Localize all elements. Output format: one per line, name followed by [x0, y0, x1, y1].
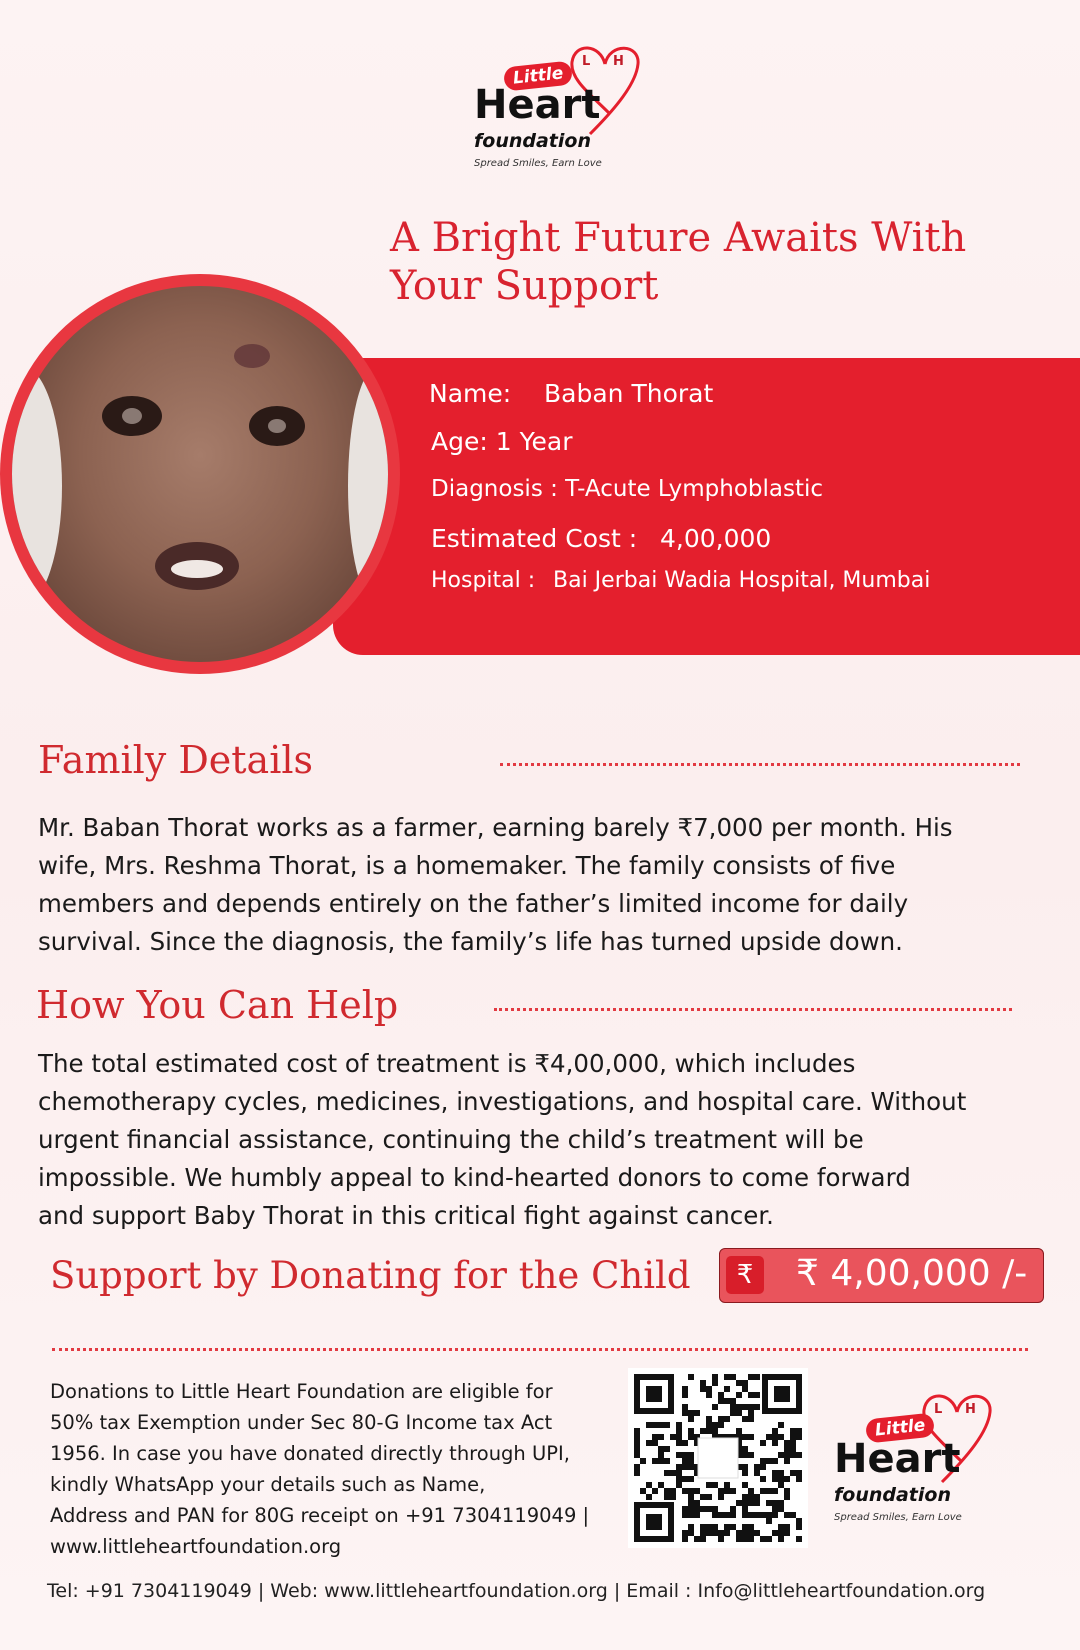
qr-module — [796, 1470, 802, 1476]
qr-module — [706, 1386, 712, 1392]
help-line: and support Baby Thorat in this critical fight against cancer. — [38, 1201, 774, 1230]
logo-little: Little — [503, 60, 573, 91]
qr-module — [634, 1440, 640, 1446]
qr-module — [676, 1476, 682, 1482]
qr-module — [682, 1506, 688, 1512]
qr-module — [682, 1512, 688, 1518]
qr-module — [700, 1494, 706, 1500]
qr-module — [724, 1398, 730, 1404]
qr-module — [712, 1506, 718, 1512]
qr-module — [724, 1524, 730, 1530]
qr-module — [778, 1422, 784, 1428]
qr-module — [646, 1422, 652, 1428]
qr-module — [706, 1416, 712, 1422]
qr-module — [676, 1434, 682, 1440]
qr-module — [736, 1536, 742, 1542]
qr-module — [742, 1500, 748, 1506]
qr-module — [742, 1452, 748, 1458]
qr-module — [712, 1374, 718, 1380]
qr-module — [688, 1374, 694, 1380]
logo-heart: Heart — [834, 1436, 961, 1482]
qr-module — [700, 1386, 706, 1392]
qr-module — [754, 1464, 760, 1470]
donation-amount-box[interactable] — [719, 1248, 1044, 1303]
patient-diagnosis: Diagnosis : T-Acute Lymphoblastic — [431, 476, 824, 502]
rupee-icon: ₹ — [726, 1256, 764, 1294]
qr-module — [712, 1422, 718, 1428]
qr-module — [772, 1506, 778, 1512]
qr-module — [724, 1488, 730, 1494]
qr-module — [634, 1464, 640, 1470]
qr-module — [688, 1428, 694, 1434]
qr-module — [796, 1428, 802, 1434]
qr-module — [718, 1536, 724, 1542]
help-line: urgent financial assistance, continuing the child’s treatment will be — [38, 1125, 864, 1154]
qr-module — [766, 1536, 772, 1542]
qr-module — [664, 1488, 670, 1494]
patient-name-label: Name: — [429, 379, 512, 408]
qr-module — [658, 1434, 664, 1440]
qr-module — [778, 1476, 784, 1482]
patient-name-value: Baban Thorat — [544, 379, 714, 408]
qr-module — [730, 1398, 736, 1404]
qr-module — [688, 1530, 694, 1536]
qr-module — [676, 1422, 682, 1428]
qr-module — [772, 1512, 778, 1518]
tax-line: Donations to Little Heart Foundation are eligible for — [50, 1380, 553, 1403]
headline: A Bright Future Awaits With Your Support — [390, 215, 967, 309]
qr-module — [736, 1392, 742, 1398]
qr-module — [706, 1506, 712, 1512]
qr-module — [778, 1452, 784, 1458]
qr-module — [742, 1512, 748, 1518]
bottom-logo — [832, 1382, 1012, 1522]
qr-module — [790, 1512, 796, 1518]
patient-age: Age: 1 Year — [431, 427, 573, 456]
qr-module — [766, 1488, 772, 1494]
logo-little: Little — [865, 1412, 935, 1443]
qr-module — [784, 1476, 790, 1482]
qr-module — [796, 1476, 802, 1482]
qr-module — [676, 1452, 682, 1458]
qr-module — [742, 1506, 748, 1512]
qr-module — [766, 1434, 772, 1440]
qr-module — [706, 1482, 712, 1488]
qr-module — [688, 1458, 694, 1464]
child-face-icon — [12, 286, 388, 662]
qr-module — [772, 1428, 778, 1434]
qr-module — [754, 1392, 760, 1398]
mark-letter-h: H — [613, 54, 624, 69]
qr-module — [718, 1530, 724, 1536]
qr-module — [742, 1536, 748, 1542]
donation-amount: ₹ 4,00,000 /- — [796, 1253, 1028, 1294]
qr-module — [712, 1428, 718, 1434]
qr-module — [670, 1494, 676, 1500]
qr-module — [790, 1434, 796, 1440]
qr-module — [778, 1536, 784, 1542]
qr-module — [730, 1488, 736, 1494]
family-details-title: Family Details — [38, 738, 314, 782]
qr-module — [718, 1422, 724, 1428]
qr-module — [784, 1488, 790, 1494]
qr-module — [688, 1494, 694, 1500]
qr-module — [706, 1392, 712, 1398]
qr-module — [748, 1374, 754, 1380]
qr-module — [796, 1452, 802, 1458]
qr-module — [724, 1416, 730, 1422]
qr-module — [736, 1404, 742, 1410]
family-divider — [500, 763, 1020, 766]
qr-module — [700, 1524, 706, 1530]
qr-module — [688, 1500, 694, 1506]
qr-module — [772, 1470, 778, 1476]
qr-module — [784, 1440, 790, 1446]
qr-module — [736, 1500, 742, 1506]
qr-module — [790, 1470, 796, 1476]
qr-module — [784, 1452, 790, 1458]
qr-module — [652, 1488, 658, 1494]
family-paragraph — [38, 809, 953, 961]
qr-module — [694, 1512, 700, 1518]
qr-module — [664, 1458, 670, 1464]
help-line: The total estimated cost of treatment is ₹4,00,000, which includes — [38, 1049, 856, 1078]
qr-module — [784, 1512, 790, 1518]
qr-module — [748, 1536, 754, 1542]
qr-module — [688, 1506, 694, 1512]
qr-module — [748, 1488, 754, 1494]
qr-module — [778, 1434, 784, 1440]
qr-module — [700, 1530, 706, 1536]
qr-module — [682, 1488, 688, 1494]
qr-module — [706, 1530, 712, 1536]
qr-module — [682, 1392, 688, 1398]
qr-module — [730, 1512, 736, 1518]
qr-module — [754, 1494, 760, 1500]
qr-module — [700, 1380, 706, 1386]
qr-module — [634, 1428, 640, 1434]
qr-module — [754, 1470, 760, 1476]
qr-module — [778, 1482, 784, 1488]
qr-module — [682, 1464, 688, 1470]
qr-module — [688, 1464, 694, 1470]
qr-module — [790, 1440, 796, 1446]
qr-module — [742, 1524, 748, 1530]
qr-module — [718, 1512, 724, 1518]
qr-module — [646, 1440, 652, 1446]
qr-module — [760, 1536, 766, 1542]
qr-module — [682, 1536, 688, 1542]
qr-module — [754, 1512, 760, 1518]
patient-hospital-value: Bai Jerbai Wadia Hospital, Mumbai — [553, 568, 931, 593]
top-logo — [470, 34, 650, 174]
qr-module — [700, 1428, 706, 1434]
qr-module — [706, 1494, 712, 1500]
footer-contact: Tel: +91 7304119049 | Web: www.littleheartfoundation.org | Email : Info@littleheartfoundation.org — [47, 1580, 986, 1602]
qr-module — [718, 1416, 724, 1422]
qr-module — [730, 1404, 736, 1410]
qr-module — [784, 1446, 790, 1452]
qr-module — [682, 1410, 688, 1416]
qr-module — [694, 1536, 700, 1542]
family-line: members and depends entirely on the father’s limited income for daily — [38, 889, 909, 918]
qr-module — [688, 1488, 694, 1494]
qr-module — [790, 1428, 796, 1434]
qr-module — [778, 1524, 784, 1530]
donate-title: Support by Donating for the Child — [50, 1254, 691, 1297]
qr-module — [742, 1380, 748, 1386]
qr-module — [670, 1434, 676, 1440]
qr-module — [724, 1482, 730, 1488]
qr-module — [772, 1476, 778, 1482]
qr-module — [694, 1410, 700, 1416]
qr-module — [676, 1428, 682, 1434]
qr-module — [682, 1530, 688, 1536]
qr-module — [742, 1464, 748, 1470]
patient-cost-value: 4,00,000 — [660, 524, 772, 553]
qr-module — [772, 1434, 778, 1440]
qr-module — [760, 1440, 766, 1446]
qr-module — [748, 1494, 754, 1500]
qr-module — [718, 1392, 724, 1398]
qr-module — [742, 1482, 748, 1488]
qr-module — [784, 1458, 790, 1464]
help-line: chemotherapy cycles, medicines, investigations, and hospital care. Without — [38, 1087, 967, 1116]
qr-module — [772, 1530, 778, 1536]
mark-letter-h: H — [965, 1402, 976, 1417]
qr-module — [742, 1494, 748, 1500]
qr-module — [724, 1512, 730, 1518]
help-title: How You Can Help — [36, 983, 399, 1027]
qr-code[interactable] — [628, 1368, 808, 1548]
tax-note — [50, 1376, 589, 1562]
tax-line: kindly WhatsApp your details such as Name, — [50, 1473, 486, 1496]
child-photo — [12, 286, 388, 662]
mark-letter-l: L — [582, 54, 591, 69]
qr-module — [664, 1446, 670, 1452]
qr-module — [712, 1524, 718, 1530]
qr-module — [712, 1380, 718, 1386]
qr-module — [634, 1434, 640, 1440]
qr-module — [646, 1494, 652, 1500]
qr-module — [652, 1440, 658, 1446]
patient-hospital-label: Hospital : — [431, 568, 536, 593]
qr-module — [634, 1470, 640, 1476]
qr-module — [742, 1404, 748, 1410]
qr-module — [784, 1494, 790, 1500]
qr-module — [694, 1500, 700, 1506]
qr-module — [742, 1434, 748, 1440]
qr-module — [664, 1470, 670, 1476]
qr-module — [790, 1452, 796, 1458]
qr-module — [688, 1524, 694, 1530]
qr-module — [754, 1530, 760, 1536]
qr-module — [688, 1512, 694, 1518]
qr-module — [682, 1404, 688, 1410]
qr-module — [742, 1470, 748, 1476]
logo-heart: Heart — [474, 82, 601, 128]
qr-module — [742, 1386, 748, 1392]
qr-module — [640, 1488, 646, 1494]
qr-module — [766, 1512, 772, 1518]
qr-module — [688, 1476, 694, 1482]
qr-module — [760, 1464, 766, 1470]
qr-module — [730, 1410, 736, 1416]
qr-module — [664, 1422, 670, 1428]
qr-module — [736, 1530, 742, 1536]
qr-module — [658, 1482, 664, 1488]
qr-module — [676, 1470, 682, 1476]
qr-module — [640, 1458, 646, 1464]
qr-module — [778, 1470, 784, 1476]
qr-module — [724, 1530, 730, 1536]
help-paragraph — [38, 1045, 966, 1235]
qr-module — [712, 1482, 718, 1488]
qr-module — [688, 1452, 694, 1458]
help-divider — [494, 1008, 1012, 1011]
qr-module — [682, 1452, 688, 1458]
qr-module — [658, 1446, 664, 1452]
qr-module — [796, 1434, 802, 1440]
qr-module — [712, 1512, 718, 1518]
qr-module — [682, 1476, 688, 1482]
qr-module — [796, 1524, 802, 1530]
qr-module — [688, 1434, 694, 1440]
qr-code-icon — [628, 1368, 808, 1548]
qr-module — [754, 1374, 760, 1380]
family-line: Mr. Baban Thorat works as a farmer, earning barely ₹7,000 per month. His — [38, 813, 953, 842]
qr-module — [778, 1500, 784, 1506]
tax-line: www.littleheartfoundation.org — [50, 1535, 342, 1558]
qr-module — [652, 1458, 658, 1464]
logo-tagline: Spread Smiles, Earn Love — [474, 158, 602, 169]
help-line: impossible. We humbly appeal to kind-hearted donors to come forward — [38, 1163, 911, 1192]
qr-module — [682, 1440, 688, 1446]
qr-module — [718, 1398, 724, 1404]
qr-module — [778, 1530, 784, 1536]
qr-module — [706, 1524, 712, 1530]
logo-foundation: foundation — [474, 130, 591, 152]
qr-module — [700, 1506, 706, 1512]
qr-module — [652, 1422, 658, 1428]
qr-module — [712, 1404, 718, 1410]
qr-module — [670, 1470, 676, 1476]
qr-module — [796, 1536, 802, 1542]
qr-module — [766, 1500, 772, 1506]
qr-module — [754, 1404, 760, 1410]
qr-module — [748, 1530, 754, 1536]
qr-module — [676, 1440, 682, 1446]
family-line: survival. Since the diagnosis, the family’s life has turned upside down. — [38, 927, 903, 956]
patient-cost-label: Estimated Cost : — [431, 524, 638, 553]
qr-module — [688, 1416, 694, 1422]
logo-tagline: Spread Smiles, Earn Love — [834, 1512, 962, 1523]
qr-module — [694, 1488, 700, 1494]
qr-module — [688, 1410, 694, 1416]
mark-letter-l: L — [934, 1402, 943, 1417]
qr-module — [742, 1530, 748, 1536]
qr-module — [664, 1494, 670, 1500]
qr-module — [730, 1524, 736, 1530]
qr-module — [760, 1488, 766, 1494]
qr-module — [736, 1428, 742, 1434]
qr-module — [778, 1506, 784, 1512]
qr-module — [790, 1446, 796, 1452]
donate-divider — [52, 1348, 1028, 1351]
qr-module — [742, 1446, 748, 1452]
tax-line: 50% tax Exemption under Sec 80-G Income tax Act — [50, 1411, 553, 1434]
qr-module — [682, 1458, 688, 1464]
tax-line: Address and PAN for 80G receipt on +91 7304119049 | — [50, 1504, 590, 1527]
qr-module — [772, 1488, 778, 1494]
qr-module — [760, 1476, 766, 1482]
qr-module — [772, 1440, 778, 1446]
qr-module — [730, 1374, 736, 1380]
qr-module — [748, 1410, 754, 1416]
qr-module — [700, 1536, 706, 1542]
tax-line: 1956. In case you have donated directly through UPI, — [50, 1442, 570, 1465]
qr-module — [748, 1524, 754, 1530]
qr-module — [796, 1518, 802, 1524]
qr-module — [658, 1458, 664, 1464]
qr-module — [634, 1452, 640, 1458]
qr-module — [634, 1446, 640, 1452]
qr-module — [766, 1518, 772, 1524]
qr-module — [748, 1392, 754, 1398]
qr-module — [718, 1488, 724, 1494]
qr-module — [772, 1458, 778, 1464]
qr-module — [712, 1530, 718, 1536]
qr-module — [748, 1452, 754, 1458]
qr-module — [658, 1452, 664, 1458]
qr-module — [784, 1524, 790, 1530]
qr-module — [766, 1458, 772, 1464]
qr-module — [682, 1386, 688, 1392]
qr-module — [694, 1506, 700, 1512]
qr-module — [748, 1500, 754, 1506]
qr-module — [676, 1464, 682, 1470]
qr-module — [760, 1512, 766, 1518]
qr-module — [652, 1434, 658, 1440]
qr-module — [658, 1422, 664, 1428]
qr-module — [676, 1482, 682, 1488]
qr-module — [706, 1428, 712, 1434]
qr-module — [748, 1416, 754, 1422]
qr-module — [748, 1404, 754, 1410]
qr-module — [670, 1488, 676, 1494]
qr-module — [736, 1410, 742, 1416]
qr-module — [706, 1422, 712, 1428]
qr-module — [724, 1386, 730, 1392]
qr-module — [718, 1494, 724, 1500]
logo-foundation: foundation — [834, 1484, 951, 1506]
qr-module — [742, 1416, 748, 1422]
family-line: wife, Mrs. Reshma Thorat, is a homemaker. The family consists of five — [38, 851, 896, 880]
qr-module — [754, 1500, 760, 1506]
qr-module — [724, 1374, 730, 1380]
qr-module — [730, 1506, 736, 1512]
qr-module — [748, 1434, 754, 1440]
qr-module — [784, 1530, 790, 1536]
qr-module — [736, 1380, 742, 1386]
qr-module — [646, 1482, 652, 1488]
qr-module — [760, 1458, 766, 1464]
qr-module — [748, 1512, 754, 1518]
qr-module — [772, 1500, 778, 1506]
